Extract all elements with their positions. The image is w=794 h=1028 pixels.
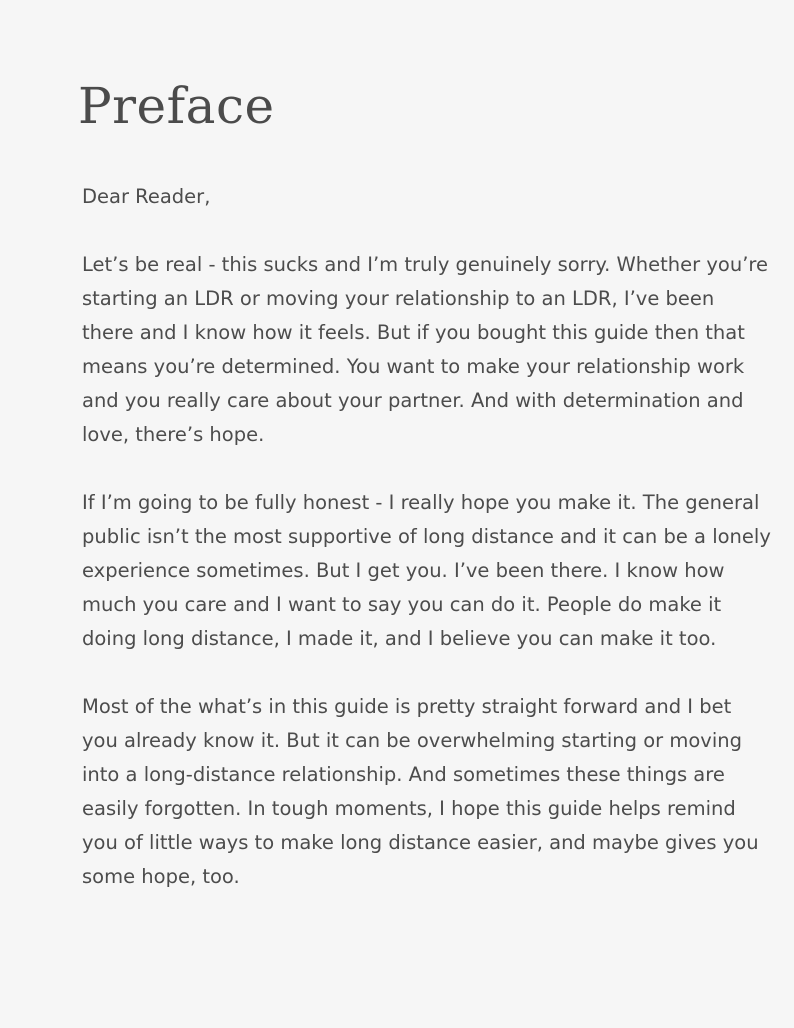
preface-body [82, 180, 772, 894]
paragraph-2: If I’m going to be fully honest - I really hope you make it. The general public isn’t the most supportive of long distance and it can be a lonely experience sometimes. But I get you. I’ve been there. I know how much you care and I want to say you can do it. People do make it doing long distance, I made it, and I believe you can make it too. [82, 491, 771, 650]
paragraph-1: Let’s be real - this sucks and I’m truly genuinely sorry. Whether you’re starting an LDR or moving your relationship to an LDR, I’ve been there and I know how it feels. But if you bought this guide then that means you’re determined. You want to make your relationship work and you really care about your partner. And with determination and love, there’s hope. [82, 253, 768, 446]
page-title: Preface [78, 77, 275, 135]
paragraph-3: Most of the what’s in this guide is pretty straight forward and I bet you already know it. But it can be overwhelming starting or moving into a long-distance relationship. And sometimes these things are easily forgotten. In tough moments, I hope this guide helps remind you of little ways to make long distance easier, and maybe gives you some hope, too. [82, 695, 759, 888]
salutation: Dear Reader, [82, 185, 211, 208]
